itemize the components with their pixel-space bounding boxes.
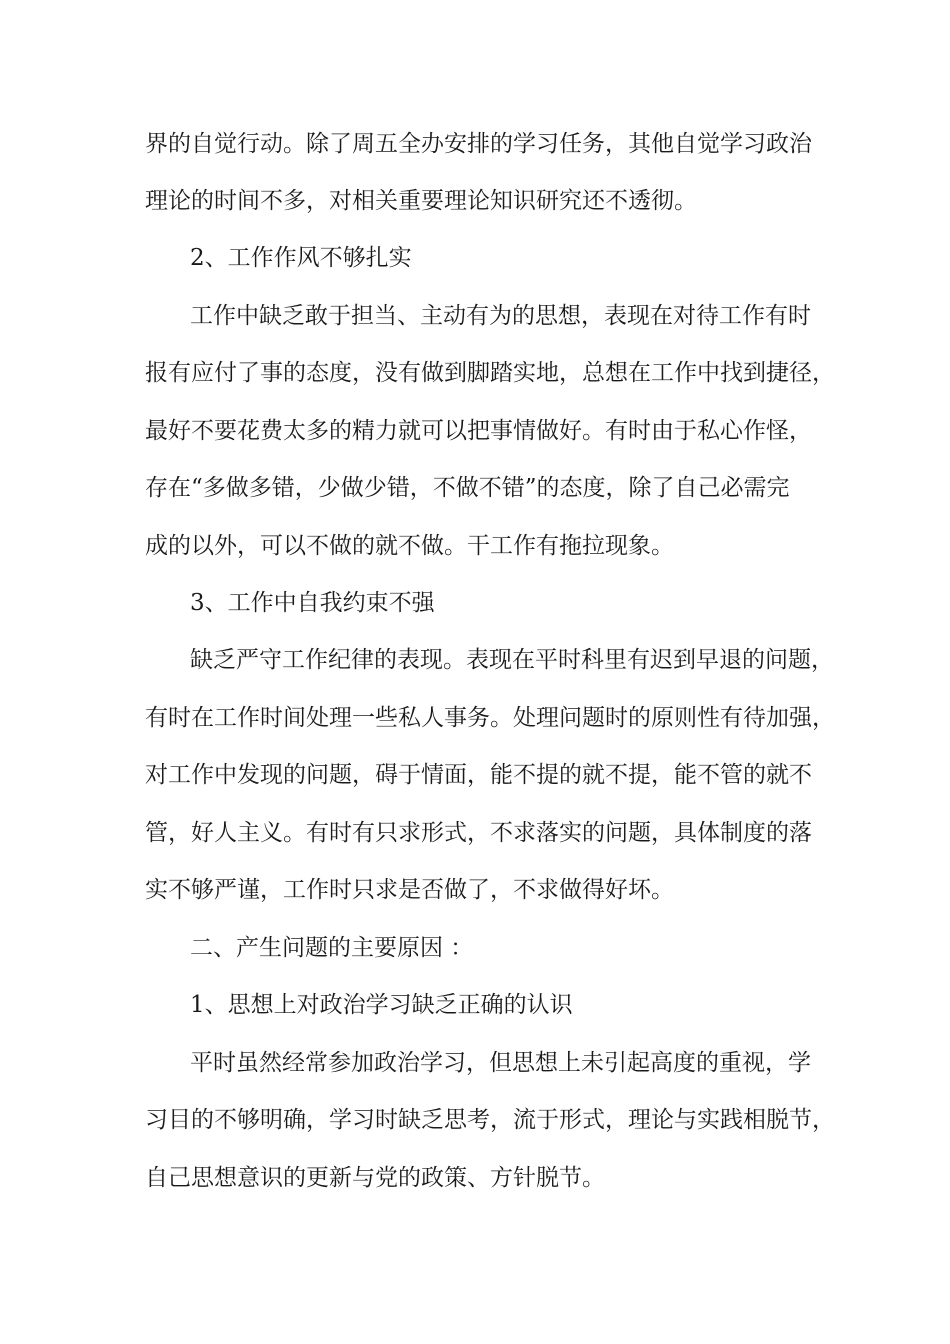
body-text-line: 界的自觉行动。除了周五全办安排的学习任务，其他自觉学习政治 [145,131,812,157]
body-text-line: 自己思想意识的更新与党的政策、方针脱节。 [145,1165,605,1191]
body-text-line: 理论的时间不多，对相关重要理论知识研究还不透彻。 [145,188,697,214]
body-text-line: 实不够严谨，工作时只求是否做了，不求做得好坏。 [145,877,674,903]
section-heading: 3、工作中自我约束不强 [190,590,435,616]
body-text-line: 管，好人主义。有时有只求形式，不求落实的问题，具体制度的落 [145,820,812,846]
body-text-line: 缺乏严守工作纪律的表现。表现在平时科里有迟到早退的问题， [190,647,834,673]
body-text-line: 成的以外，可以不做的就不做。干工作有拖拉现象。 [145,533,674,559]
body-text-line: 报有应付了事的态度，没有做到脚踏实地，总想在工作中找到捷径， [145,360,835,386]
body-text-line: 习目的不够明确，学习时缺乏思考，流于形式，理论与实践相脱节， [145,1107,835,1133]
section-heading: 2、工作作风不够扎实 [190,245,412,271]
section-heading: 二、产生问题的主要原因 ： [190,935,474,961]
body-text-line: 对工作中发现的问题，碍于情面，能不提的就不提，能不管的就不 [145,762,812,788]
body-text-line: 平时虽然经常参加政治学习，但思想上未引起高度的重视，学 [190,1050,811,1076]
body-text-line: 存在“多做多错，少做少错，不做不错”的态度，除了自己必需完 [145,475,790,501]
body-text-line: 有时在工作时间处理一些私人事务。处理问题时的原则性有待加强， [145,705,835,731]
subsection-heading: 1、思想上对政治学习缺乏正确的认识 [190,992,573,1018]
body-text-line: 最好不要花费太多的精力就可以把事情做好。有时由于私心作怪， [145,418,812,444]
body-text-line: 工作中缺乏敢于担当、主动有为的思想，表现在对待工作有时 [190,303,811,329]
